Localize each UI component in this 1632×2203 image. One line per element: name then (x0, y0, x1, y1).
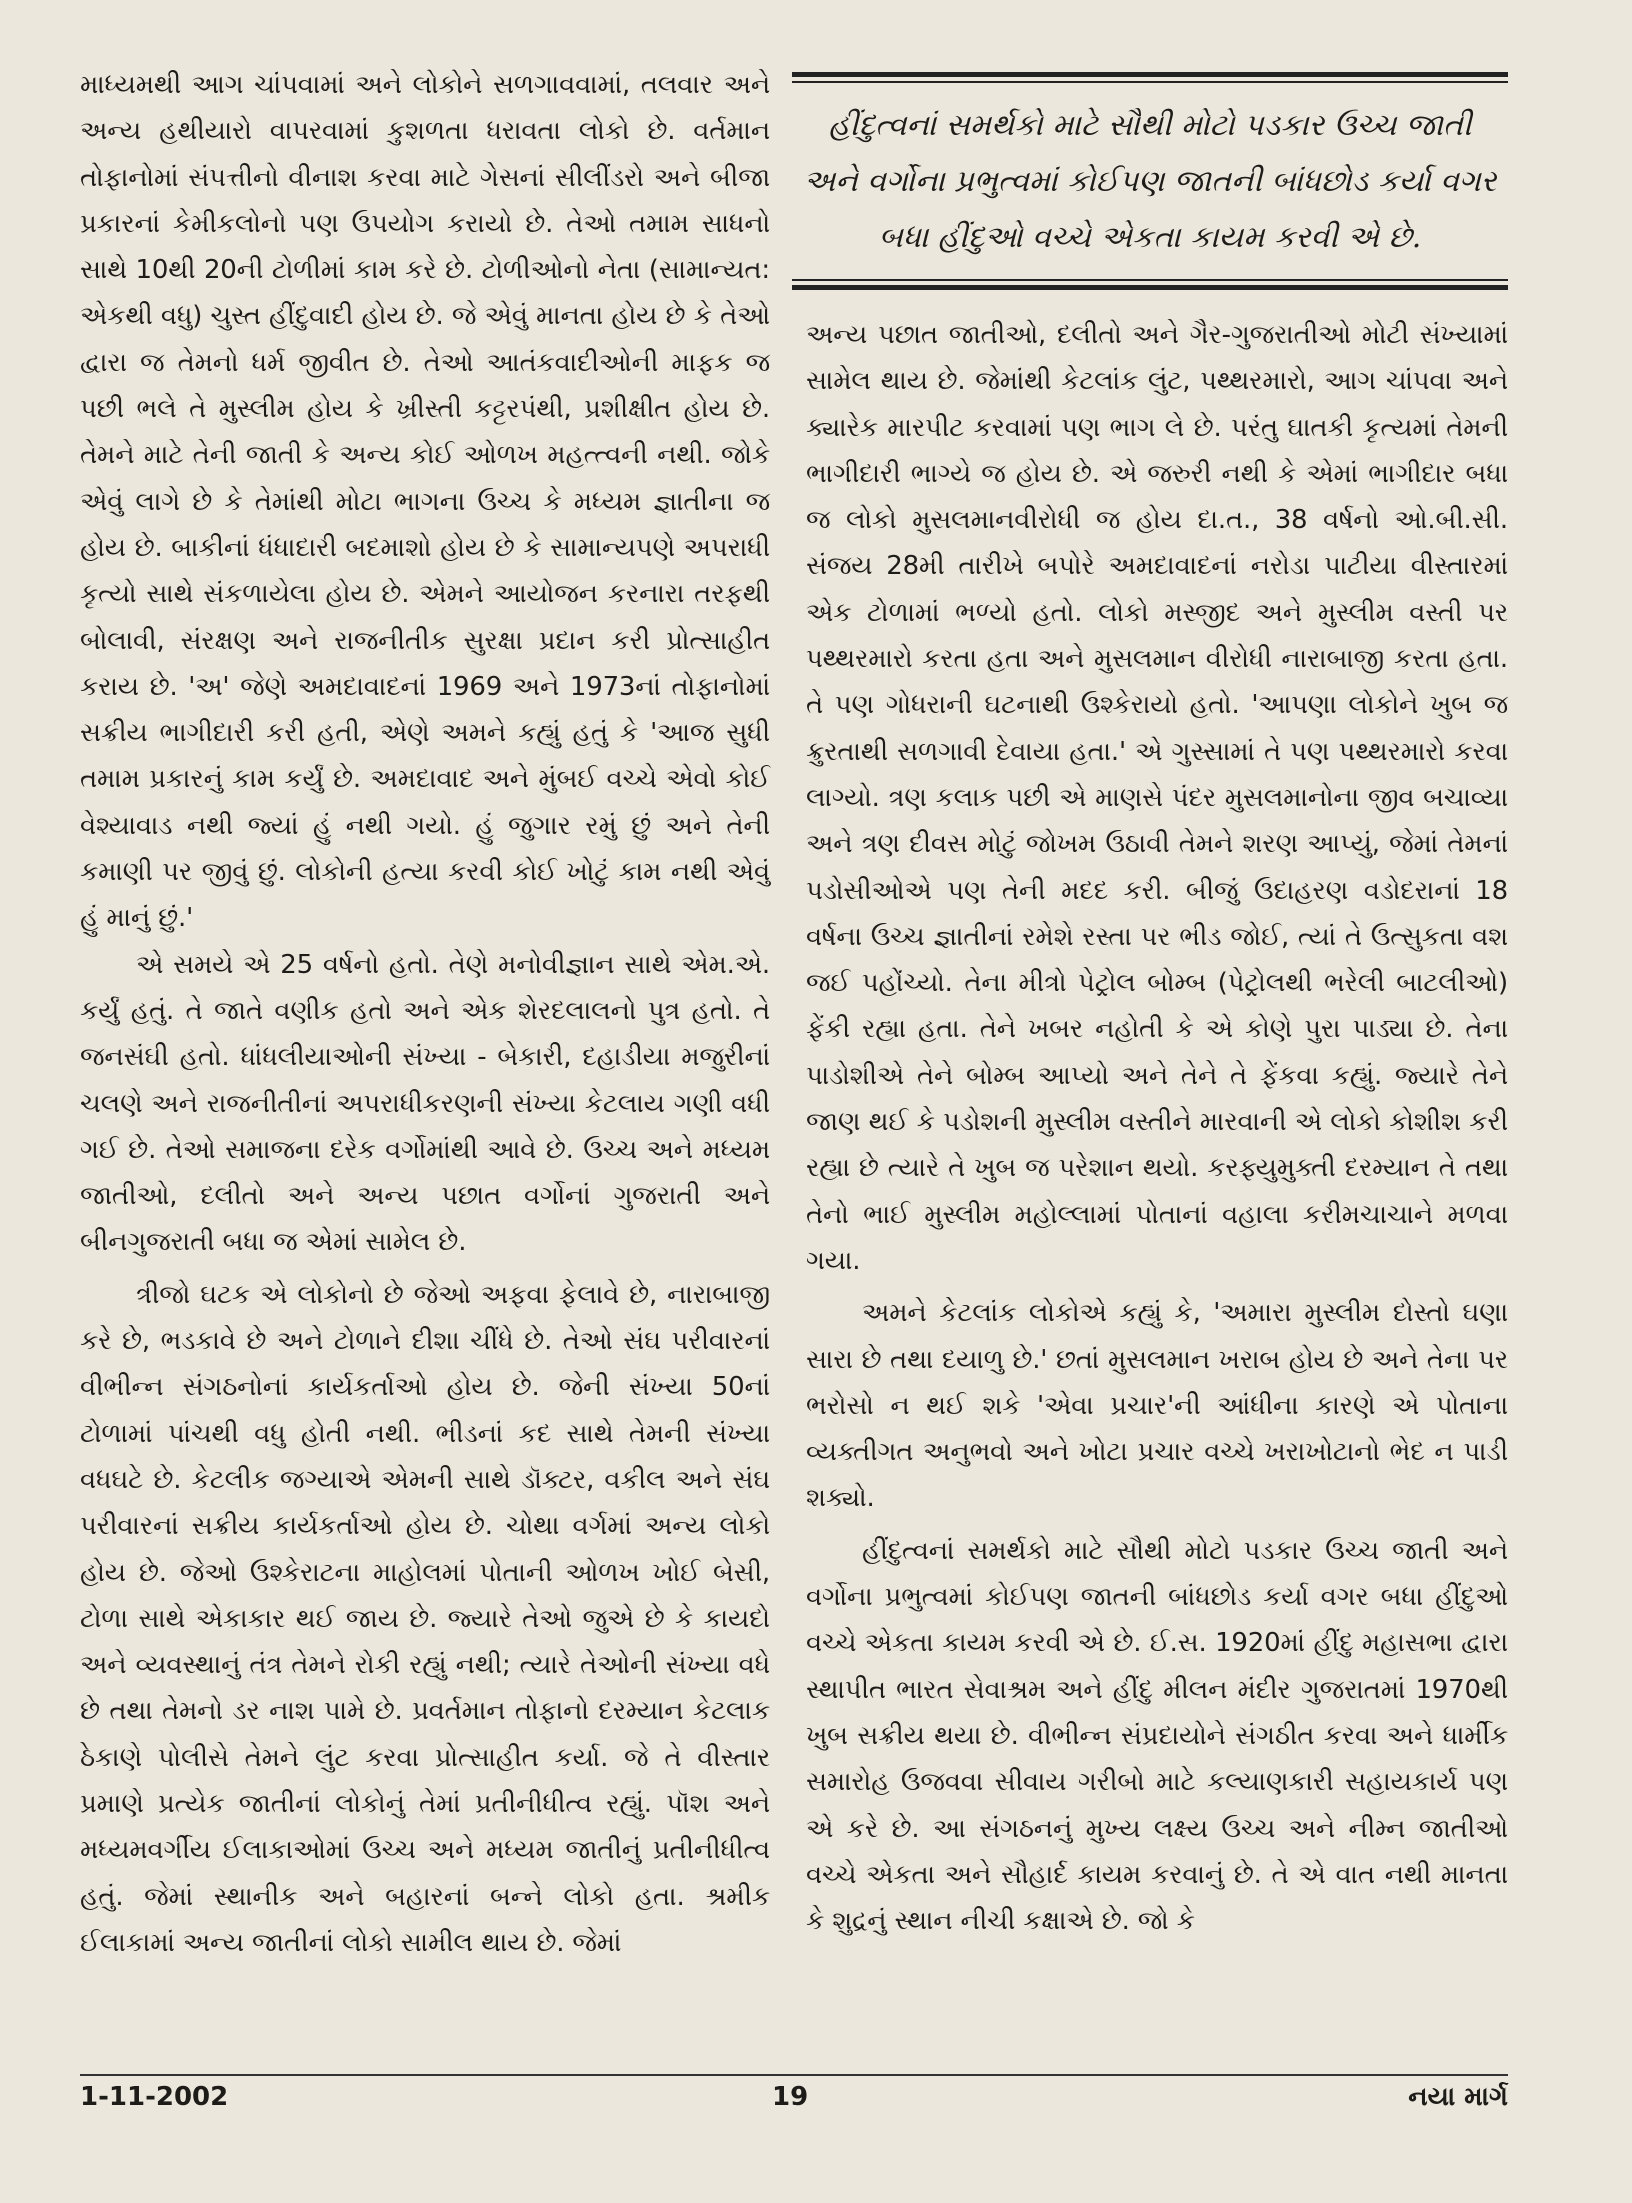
paragraph: અમને કેટલાંક લોકોએ કહ્યું કે, 'અમારા મુસ્લીમ દોસ્તો ઘણા સારા છે તથા દયાળુ છે.' છતાં મુસલમાન ખરાબ હોય છે અને તેના પર ભરોસો ન થઈ શકે 'એવા પ્રચાર'ની આંધીના કારણે એ પોતાના વ્યક્તીગત અનુભવો અને ખોટા પ્રચાર વચ્ચે ખરાખોટાનો ભેદ ન પાડી શક્યો. (806, 1298, 1508, 1514)
paragraph: ત્રીજો ઘટક એ લોકોનો છે જેઓ અફવા ફેલાવે છે, નારાબાજી કરે છે, ભડકાવે છે અને ટોળાને દીશા ચીંધે છે. તેઓ સંઘ પરીવારનાં વીભીન્ન સંગઠનોનાં કાર્યકર્તાઓ હોય છે. જેની સંખ્યા 50નાં ટોળામાં પાંચથી વધુ હોતી નથી. ભીડનાં કદ સાથે તેમની સંખ્યા વધઘટે છે. કેટલીક જગ્યાએ એમની સાથે ડૉક્ટર, વકીલ અને સંઘ પરીવારનાં સક્રીય કાર્યકર્તાઓ હોય છે. ચોથા વર્ગમાં અન્ય લોકો હોય છે. જેઓ ઉશ્કેરાટના માહોલમાં પોતાની ઓળખ ખોઈ બેસી, ટોળા સાથે એકાકાર થઈ જાય છે. જ્યારે તેઓ જુએ છે કે કાયદો અને વ્યવસ્થાનું તંત્ર તેમને રોકી રહ્યું નથી; ત્યારે તેઓની સંખ્યા વધે છે તથા તેમનો ડર નાશ પામે છે. પ્રવર્તમાન તોફાનો દરમ્યાન કેટલાક ઠેકાણે પોલીસે તેમને લુંટ કરવા પ્રોત્સાહીત કર્યા. જે તે વીસ્તાર પ્રમાણે પ્રત્યેક જાતીનાં લોકોનું તેમાં પ્રતીનીધીત્વ રહ્યું. પૉશ અને મધ્યમવર્ગીય ઈલાકાઓમાં ઉચ્ચ અને મધ્યમ જાતીનું પ્રતીનીધીત્વ હતું. જેમાં સ્થાનીક અને બહારનાં બન્ને લોકો હતા. શ્રમીક ઈલાકામાં અન્ય જાતીનાં લોકો સામીલ થાય છે. જેમાં (80, 1279, 770, 1958)
issue-date: 1-11-2002 (80, 2082, 229, 2112)
divider (792, 285, 1508, 290)
divider (792, 72, 1508, 77)
page-footer (0, 2074, 1632, 2114)
magazine-name: નયા માર્ગ (1408, 2082, 1508, 2112)
pull-quote-box (792, 72, 1508, 300)
page-number: 19 (772, 2082, 809, 2112)
paragraph: એ સમયે એ 25 વર્ષનો હતો. તેણે મનોવીજ્ઞાન સાથે એમ.એ. કર્યું હતું. તે જાતે વણીક હતો અને એક શેરદલાલનો પુત્ર હતો. તે જનસંઘી હતો. ધાંધલીયાઓની સંખ્યા - બેકારી, દહાડીયા મજુરીનાં ચલણે અને રાજનીતીનાં અપરાધીકરણની સંખ્યા કેટલાય ગણી વધી ગઈ છે. તેઓ સમાજના દરેક વર્ગોમાંથી આવે છે. ઉચ્ચ અને મધ્યમ જાતીઓ, દલીતો અને અન્ય પછાત વર્ગોનાં ગુજરાતી અને બીનગુજરાતી બધા જ એમાં સામેલ છે. (80, 949, 770, 1258)
footer-divider (80, 2074, 1508, 2076)
right-column (806, 312, 1508, 1944)
paragraph: હીંદુત્વનાં સમર્થકો માટે સૌથી મોટો પડકાર ઉચ્ચ જાતી અને વર્ગોના પ્રભુત્વમાં કોઈપણ જાતની બાંધછોડ કર્યા વગર બધા હીંદુઓ વચ્ચે એકતા કાયમ કરવી એ છે. ઈ.સ. 1920માં હીંદુ મહાસભા દ્વારા સ્થાપીત ભારત સેવાશ્રમ અને હીંદુ મીલન મંદીર ગુજરાતમાં 1970થી ખુબ સક્રીય થયા છે. વીભીન્ન સંપ્રદાયોને સંગઠીત કરવા અને ધાર્મીક સમારોહ ઉજવવા સીવાય ગરીબો માટે કલ્યાણકારી સહાયકાર્ય પણ એ કરે છે. આ સંગઠનનું મુખ્ય લક્ષ્ય ઉચ્ચ અને નીમ્ન જાતીઓ વચ્ચે એકતા અને સૌહાર્દ કાયમ કરવાનું છે. તે એ વાત નથી માનતા કે શુદ્રનું સ્થાન નીચી કક્ષાએ છે. જો કે (806, 1535, 1508, 1937)
paragraph: માધ્યમથી આગ ચાંપવામાં અને લોકોને સળગાવવામાં, તલવાર અને અન્ય હથીયારો વાપરવામાં કુશળતા ધરાવતા લોકો છે. વર્તમાન તોફાનોમાં સંપત્તીનો વીનાશ કરવા માટે ગેસનાં સીલીંડરો અને બીજા પ્રકારનાં કેમીકલોનો પણ ઉપયોગ કરાયો છે. તેઓ તમામ સાધનો સાથે 10થી 20ની ટોળીમાં કામ કરે છે. ટોળીઓનો નેતા (સામાન્યત: એકથી વધુ) ચુસ્ત હીંદુવાદી હોય છે. જે એવું માનતા હોય છે કે તેઓ દ્વારા જ તેમનો ધર્મ જીવીત છે. તેઓ આતંકવાદીઓની માફક જ પછી ભલે તે મુસ્લીમ હોય કે ખ્રીસ્તી કટ્ટરપંથી, પ્રશીક્ષીત હોય છે. તેમને માટે તેની જાતી કે અન્ય કોઈ ઓળખ મહત્ત્વની નથી. જોકે એવું લાગે છે કે તેમાંથી મોટા ભાગના ઉચ્ચ કે મધ્યમ જ્ઞાતીના જ હોય છે. બાકીનાં ધંધાદારી બદમાશો હોય છે કે સામાન્યપણે અપરાધી કૃત્યો સાથે સંકળાયેલા હોય છે. એમને આયોજન કરનારા તરફથી બોલાવી, સંરક્ષણ અને રાજનીતીક સુરક્ષા પ્રદાન કરી પ્રોત્સાહીત કરાય છે. 'અ' જેણે અમદાવાદનાં 1969 અને 1973નાં તોફાનોમાં સક્રીય ભાગીદારી કરી હતી, એણે અમને કહ્યું હતું કે 'આજ સુધી તમામ પ્રકારનું કામ કર્યું છે. અમદાવાદ અને મુંબઈ વચ્ચે એવો કોઈ વેશ્યાવાડ નથી જ્યાં હું નથી ગયો. હું જુગાર રમું છું અને તેની કમાણી પર જીવું છું. લોકોની હત્યા કરવી કોઈ ખોટું કામ નથી એવું હું માનું છું.' (80, 70, 770, 934)
pull-quote: હીંદુત્વનાં સમર્થકો માટે સૌથી મોટો પડકાર ઉચ્ચ જાતી અને વર્ગોના પ્રભુત્વમાં કોઈપણ જાતની બાંધછોડ કર્યા વગર બધા હીંદુઓ વચ્ચે એકતા કાયમ કરવી એ છે. (803, 108, 1497, 255)
paragraph: અન્ય પછાત જાતીઓ, દલીતો અને ગૈર-ગુજરાતીઓ મોટી સંખ્યામાં સામેલ થાય છે. જેમાંથી કેટલાંક લુંટ, પથ્થરમારો, આગ ચાંપવા અને ક્યારેક મારપીટ કરવામાં પણ ભાગ લે છે. પરંતુ ઘાતકી કૃત્યમાં તેમની ભાગીદારી ભાગ્યે જ હોય છે. એ જરુરી નથી કે એમાં ભાગીદાર બધા જ લોકો મુસલમાનવીરોધી જ હોય દા.ત., 38 વર્ષનો ઓ.બી.સી. સંજય 28મી તારીખે બપોરે અમદાવાદનાં નરોડા પાટીયા વીસ્તારમાં એક ટોળામાં ભળ્યો હતો. લોકો મસ્જીદ અને મુસ્લીમ વસ્તી પર પથ્થરમારો કરતા હતા અને મુસલમાન વીરોધી નારાબાજી કરતા હતા. તે પણ ગોધરાની ઘટનાથી ઉશ્કેરાયો હતો. 'આપણા લોકોને ખુબ જ ક્રુરતાથી સળગાવી દેવાયા હતા.' એ ગુસ્સામાં તે પણ પથ્થરમારો કરવા લાગ્યો. ત્રણ કલાક પછી એ માણસે પંદર મુસલમાનોના જીવ બચાવ્યા અને ત્રણ દીવસ મોટું જોખમ ઉઠાવી તેમને શરણ આપ્યું, જેમાં તેમનાં પડોસીઓએ પણ તેની મદદ કરી. બીજું ઉદાહરણ વડોદરાનાં 18 વર્ષના ઉચ્ચ જ્ઞાતીનાં રમેશે રસ્તા પર ભીડ જોઈ, ત્યાં તે ઉત્સુકતા વશ જઈ પહોંચ્યો. તેના મીત્રો પેટ્રોલ બોમ્બ (પેટ્રોલથી ભરેલી બાટલીઓ) ફેંકી રહ્યા હતા. તેને ખબર નહોતી કે એ કોણે પુરા પાડ્યા છે. તેના પાડોશીએ તેને બોમ્બ આપ્યો અને તેને તે ફેંકવા કહ્યું. જ્યારે તેને જાણ થઈ કે પડોશની મુસ્લીમ વસ્તીને મારવાની એ લોકો કોશીશ કરી રહ્યા છે ત્યારે તે ખુબ જ પરેશાન થયો. કરફ્યુમુક્તી દરમ્યાન તે તથા તેનો ભાઈ મુસ્લીમ મહોલ્લામાં પોતાનાં વહાલા કરીમચાચાને મળવા ગયા. (806, 320, 1508, 1276)
divider (792, 279, 1508, 281)
left-column (80, 62, 770, 1966)
divider (792, 81, 1508, 83)
